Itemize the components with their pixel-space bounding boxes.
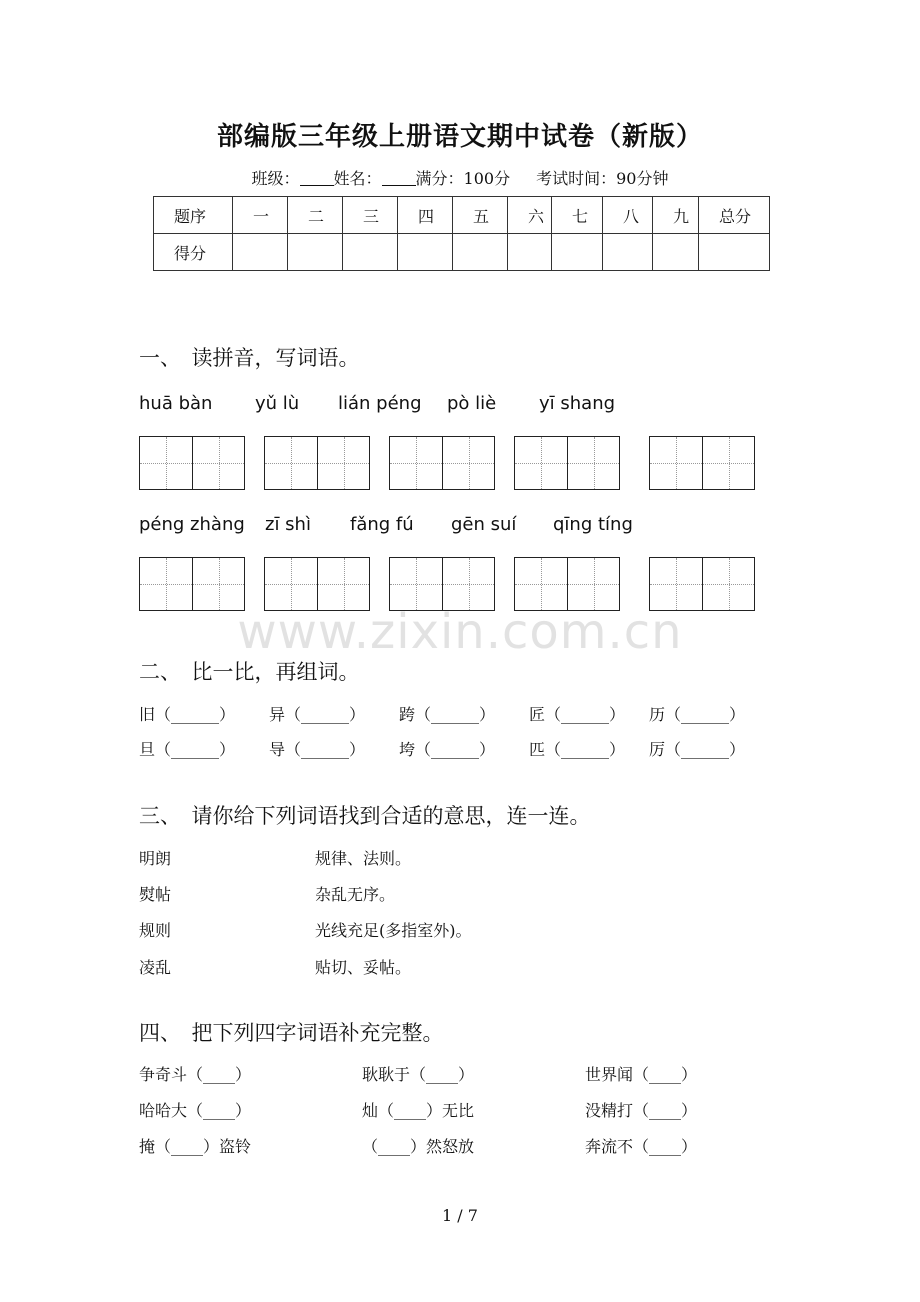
writing-box[interactable] bbox=[514, 436, 620, 490]
section3-heading: 三、 请你给下列词语找到合适的意思，连一连。 bbox=[139, 804, 591, 828]
name-blank[interactable] bbox=[382, 171, 416, 186]
idiom-item[interactable]: 掩（____）盗铃 bbox=[139, 1137, 252, 1156]
match-meaning[interactable]: 杂乱无序。 bbox=[315, 885, 396, 904]
exam-time: 考试时间：90分钟 bbox=[536, 169, 669, 188]
match-meaning[interactable]: 贴切、妥帖。 bbox=[315, 958, 412, 977]
name-label: 姓名： bbox=[333, 169, 382, 188]
match-word[interactable]: 凌乱 bbox=[139, 958, 172, 977]
match-word[interactable]: 规则 bbox=[139, 921, 172, 940]
idiom-item[interactable]: （____）然怒放 bbox=[362, 1137, 475, 1156]
pinyin-label: yǔ lù bbox=[255, 393, 300, 414]
score-cell[interactable] bbox=[603, 234, 653, 271]
compare-item[interactable]: 旧（______） bbox=[139, 705, 236, 724]
score-cell[interactable] bbox=[653, 234, 699, 271]
section2-heading: 二、 比一比，再组词。 bbox=[139, 660, 360, 684]
full-score: 满分：100分 bbox=[415, 169, 511, 188]
pinyin-label: lián péng bbox=[338, 393, 422, 414]
class-label: 班级： bbox=[251, 169, 300, 188]
writing-box[interactable] bbox=[139, 557, 245, 611]
writing-box[interactable] bbox=[264, 557, 370, 611]
compare-item[interactable]: 导（______） bbox=[269, 740, 366, 759]
score-cell[interactable] bbox=[453, 234, 508, 271]
compare-item[interactable]: 匠（______） bbox=[529, 705, 626, 724]
header-cell: 题序 bbox=[154, 197, 233, 234]
compare-item[interactable]: 旦（______） bbox=[139, 740, 236, 759]
pinyin-label: péng zhàng bbox=[139, 514, 245, 535]
writing-box[interactable] bbox=[389, 557, 495, 611]
writing-box[interactable] bbox=[139, 436, 245, 490]
header-cell: 九 bbox=[653, 197, 699, 234]
compare-item[interactable]: 厉（______） bbox=[649, 740, 746, 759]
match-meaning[interactable]: 规律、法则。 bbox=[315, 849, 412, 868]
score-cell[interactable] bbox=[288, 234, 343, 271]
score-table-header-row bbox=[154, 197, 770, 234]
writing-box[interactable] bbox=[264, 436, 370, 490]
score-cell[interactable] bbox=[552, 234, 603, 271]
class-blank[interactable] bbox=[300, 171, 334, 186]
section4-heading: 四、 把下列四字词语补充完整。 bbox=[139, 1021, 444, 1045]
header-cell: 二 bbox=[288, 197, 343, 234]
match-meaning[interactable]: 光线充足(多指室外)。 bbox=[315, 921, 472, 940]
writing-box[interactable] bbox=[389, 436, 495, 490]
section1-heading: 一、 读拼音，写词语。 bbox=[139, 346, 360, 370]
header-cell: 三 bbox=[343, 197, 398, 234]
header-cell: 一 bbox=[233, 197, 288, 234]
match-word[interactable]: 熨帖 bbox=[139, 885, 172, 904]
pinyin-label: qīng tíng bbox=[553, 514, 633, 535]
idiom-item[interactable]: 世界闻（____） bbox=[585, 1065, 698, 1084]
compare-item[interactable]: 历（______） bbox=[649, 705, 746, 724]
header-cell: 总分 bbox=[699, 197, 770, 234]
header-cell: 四 bbox=[398, 197, 453, 234]
header-cell: 五 bbox=[453, 197, 508, 234]
idiom-item[interactable]: 没精打（____） bbox=[585, 1101, 698, 1120]
match-word[interactable]: 明朗 bbox=[139, 849, 172, 868]
pinyin-label: yī shang bbox=[539, 393, 616, 414]
compare-item[interactable]: 跨（______） bbox=[399, 705, 496, 724]
header-cell: 七 bbox=[552, 197, 603, 234]
score-cell[interactable] bbox=[233, 234, 288, 271]
compare-item[interactable]: 匹（______） bbox=[529, 740, 626, 759]
writing-box[interactable] bbox=[649, 436, 755, 490]
header-cell: 八 bbox=[603, 197, 653, 234]
score-cell[interactable] bbox=[398, 234, 453, 271]
compare-item[interactable]: 垮（______） bbox=[399, 740, 496, 759]
writing-box[interactable] bbox=[649, 557, 755, 611]
page-number: 1 / 7 bbox=[442, 1206, 478, 1225]
header-cell: 六 bbox=[508, 197, 552, 234]
pinyin-label: zī shì bbox=[265, 514, 311, 535]
idiom-item[interactable]: 奔流不（____） bbox=[585, 1137, 698, 1156]
score-row-label: 得分 bbox=[154, 234, 233, 271]
page-title: 部编版三年级上册语文期中试卷（新版） bbox=[216, 122, 703, 152]
score-table-score-row bbox=[154, 234, 770, 271]
writing-box[interactable] bbox=[514, 557, 620, 611]
score-cell[interactable] bbox=[699, 234, 770, 271]
idiom-item[interactable]: 耿耿于（____） bbox=[362, 1065, 475, 1084]
pinyin-label: huā bàn bbox=[139, 393, 213, 414]
idiom-item[interactable]: 灿（____）无比 bbox=[362, 1101, 475, 1120]
idiom-item[interactable]: 争奇斗（____） bbox=[139, 1065, 252, 1084]
idiom-item[interactable]: 哈哈大（____） bbox=[139, 1101, 252, 1120]
score-table bbox=[153, 196, 770, 271]
compare-item[interactable]: 异（______） bbox=[269, 705, 366, 724]
pinyin-label: pò liè bbox=[447, 393, 497, 414]
score-cell[interactable] bbox=[343, 234, 398, 271]
pinyin-label: gēn suí bbox=[451, 514, 517, 535]
score-cell[interactable] bbox=[508, 234, 552, 271]
pinyin-label: fǎng fú bbox=[350, 514, 414, 535]
watermark: www.zixin.com.cn bbox=[237, 604, 683, 660]
exam-info bbox=[0, 166, 920, 189]
